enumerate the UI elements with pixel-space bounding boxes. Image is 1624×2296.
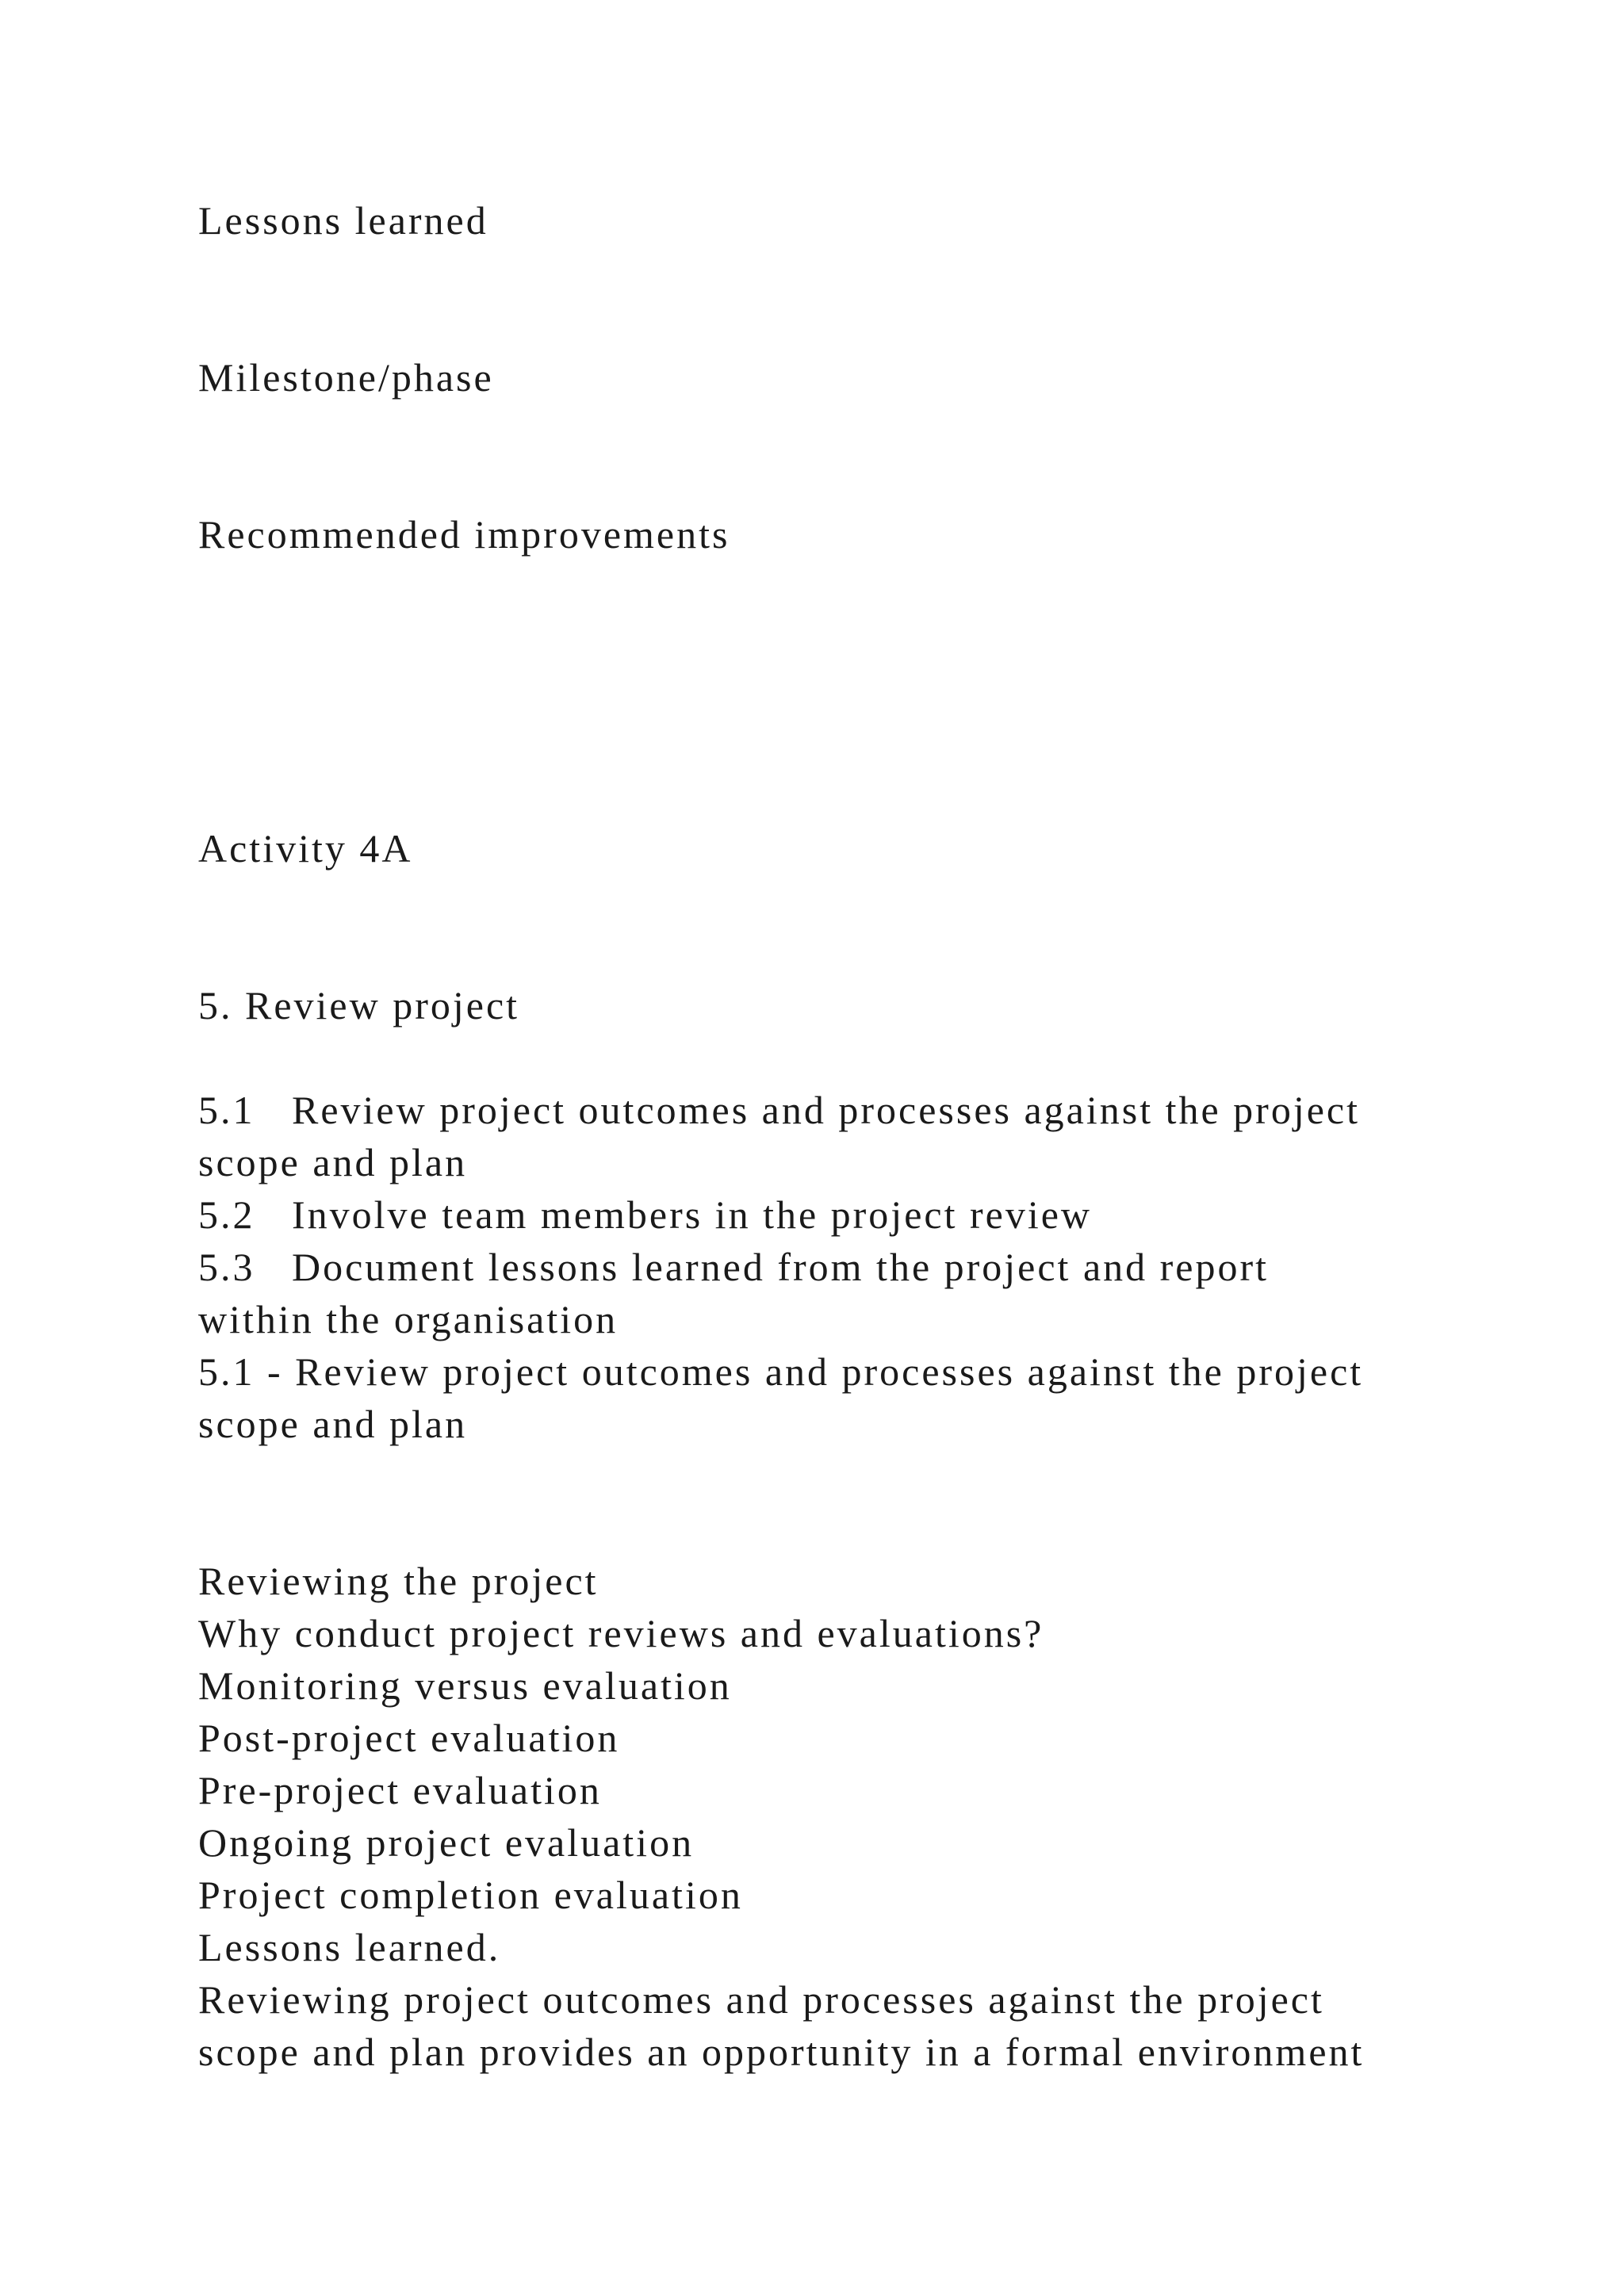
text-line: 5.1 - Review project outcomes and processes against the project	[198, 1349, 1364, 1394]
text-line: Pre-project evaluation	[198, 1768, 602, 1812]
text-line: scope and plan provides an opportunity in a formal environment	[198, 2030, 1365, 2074]
text-line: 5.2 Involve team members in the project review	[198, 1192, 1093, 1237]
text-line: 5.3 Document lessons learned from the project and report	[198, 1245, 1270, 1289]
text-line: Milestone/phase	[198, 355, 494, 400]
text-line: 5.1 Review project outcomes and processes against the project	[198, 1088, 1361, 1132]
text-line: scope and plan	[198, 1402, 468, 1446]
text-line: scope and plan	[198, 1140, 468, 1184]
text-line: Activity 4A	[198, 826, 413, 871]
text-line: Reviewing project outcomes and processes against the project	[198, 1977, 1324, 2022]
text-line: within the organisation	[198, 1297, 619, 1341]
text-line: Post-project evaluation	[198, 1716, 620, 1760]
text-line: 5. Review project	[198, 983, 520, 1027]
text-line: Recommended improvements	[198, 512, 730, 557]
text-line: Ongoing project evaluation	[198, 1820, 695, 1865]
text-line: Lessons learned.	[198, 1925, 501, 1969]
text-line: Why conduct project reviews and evaluations?	[198, 1611, 1044, 1655]
text-line: Project completion evaluation	[198, 1873, 743, 1917]
text-line: Monitoring versus evaluation	[198, 1663, 732, 1708]
text-line: Lessons learned	[198, 198, 488, 243]
text-line: Reviewing the project	[198, 1559, 599, 1603]
